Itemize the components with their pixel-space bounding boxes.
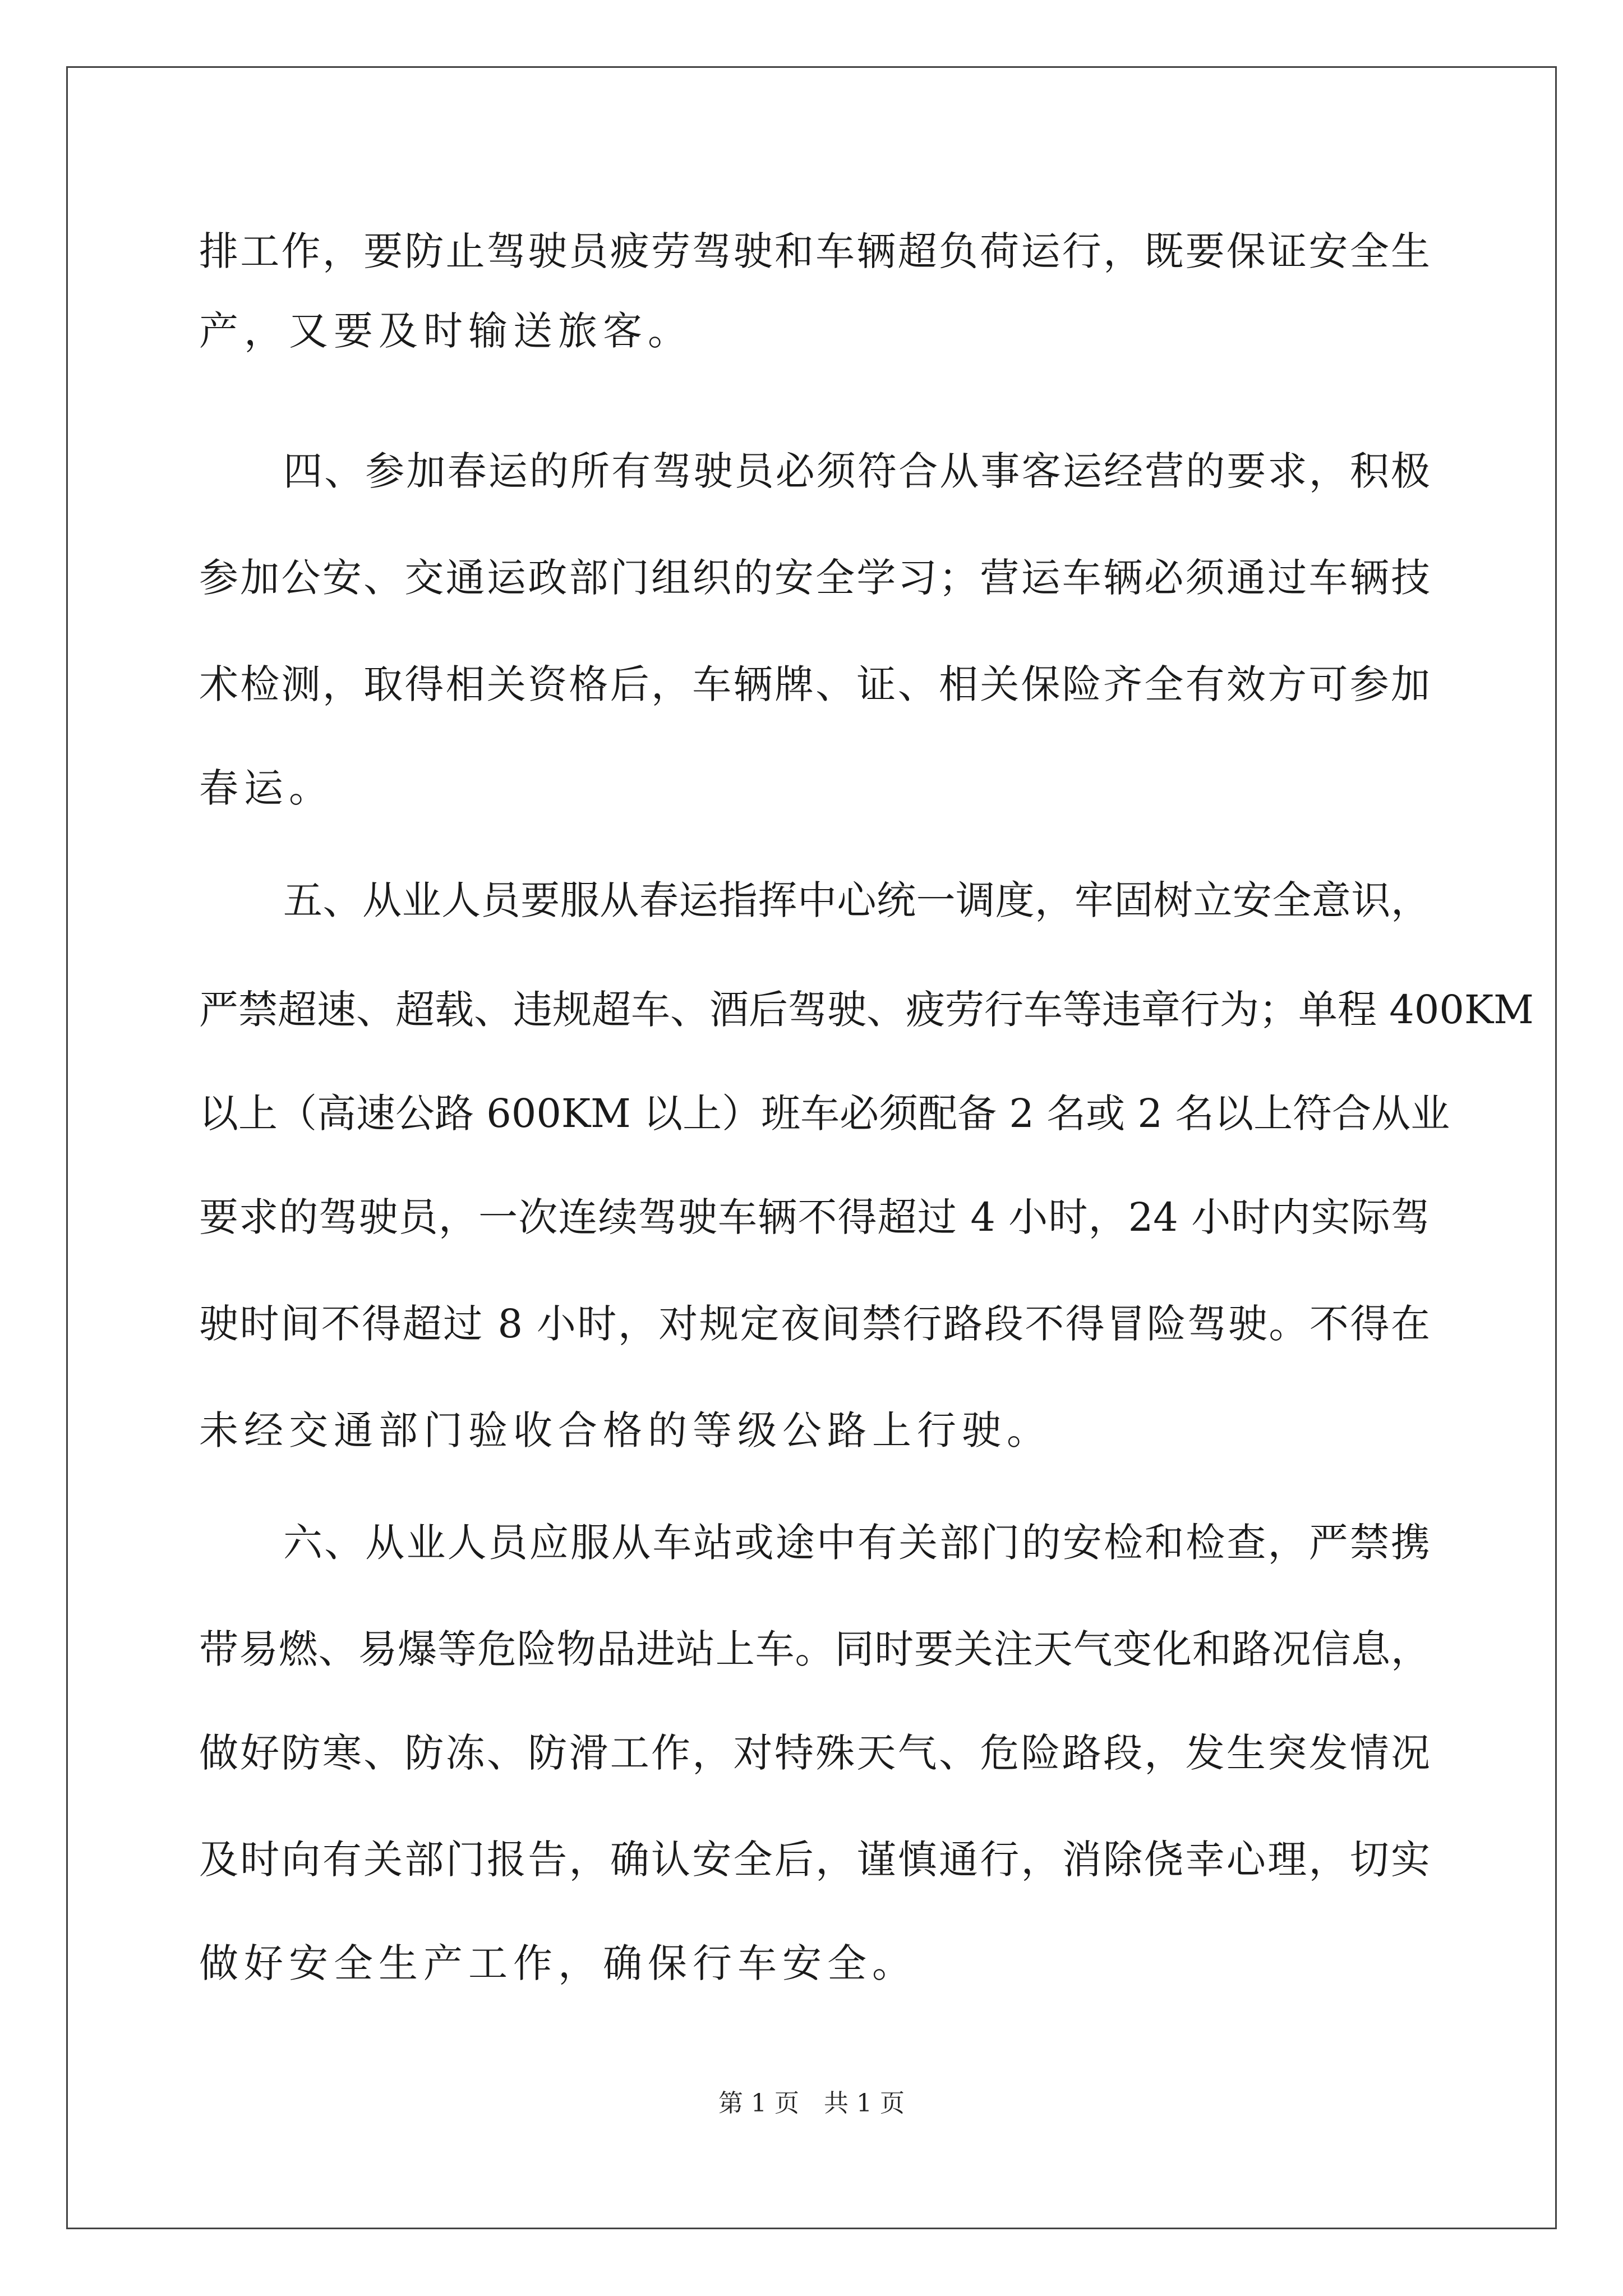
text-line: 带易燃、易爆等危险物品进站上车。同时要关注天气变化和路况信息， — [199, 1626, 1430, 1672]
page-border — [66, 66, 1557, 2229]
text-line: 春运。 — [199, 765, 334, 811]
text-line: 排工作，要防止驾驶员疲劳驾驶和车辆超负荷运行，既要保证安全生 — [199, 228, 1430, 274]
text-line: 产，又要及时输送旅客。 — [199, 308, 693, 354]
text-line: 驶时间不得超过 8 小时，对规定夜间禁行路段不得冒险驾驶。不得在 — [199, 1301, 1430, 1347]
text-line: 六、从业人员应服从车站或途中有关部门的安检和检查，严禁携 — [283, 1520, 1430, 1566]
text-line: 未经交通部门验收合格的等级公路上行驶。 — [199, 1407, 1052, 1453]
text-line: 要求的驾驶员，一次连续驾驶车辆不得超过 4 小时，24 小时内实际驾 — [199, 1194, 1431, 1240]
text-line: 严禁超速、超载、违规超车、酒后驾驶、疲劳行车等违章行为；单程 400KM — [199, 987, 1534, 1033]
text-line: 以上（高速公路 600KM 以上）班车必须配备 2 名或 2 名以上符合从业 — [199, 1091, 1450, 1137]
text-line: 参加公安、交通运政部门组织的安全学习；营运车辆必须通过车辆技 — [199, 555, 1430, 601]
text-line: 及时向有关部门报告，确认安全后，谨慎通行，消除侥幸心理，切实 — [199, 1837, 1430, 1883]
text-line: 做好安全生产工作，确保行车安全。 — [199, 1940, 917, 1986]
text-line: 术检测，取得相关资格后，车辆牌、证、相关保险齐全有效方可参加 — [199, 661, 1430, 707]
text-line: 五、从业人员要服从春运指挥中心统一调度，牢固树立安全意识， — [283, 877, 1430, 923]
text-line: 四、参加春运的所有驾驶员必须符合从事客运经营的要求，积极 — [283, 448, 1430, 494]
page-footer: 第 1 页 共 1 页 — [718, 2089, 905, 2118]
text-line: 做好防寒、防冻、防滑工作，对特殊天气、危险路段，发生突发情况 — [199, 1730, 1430, 1776]
